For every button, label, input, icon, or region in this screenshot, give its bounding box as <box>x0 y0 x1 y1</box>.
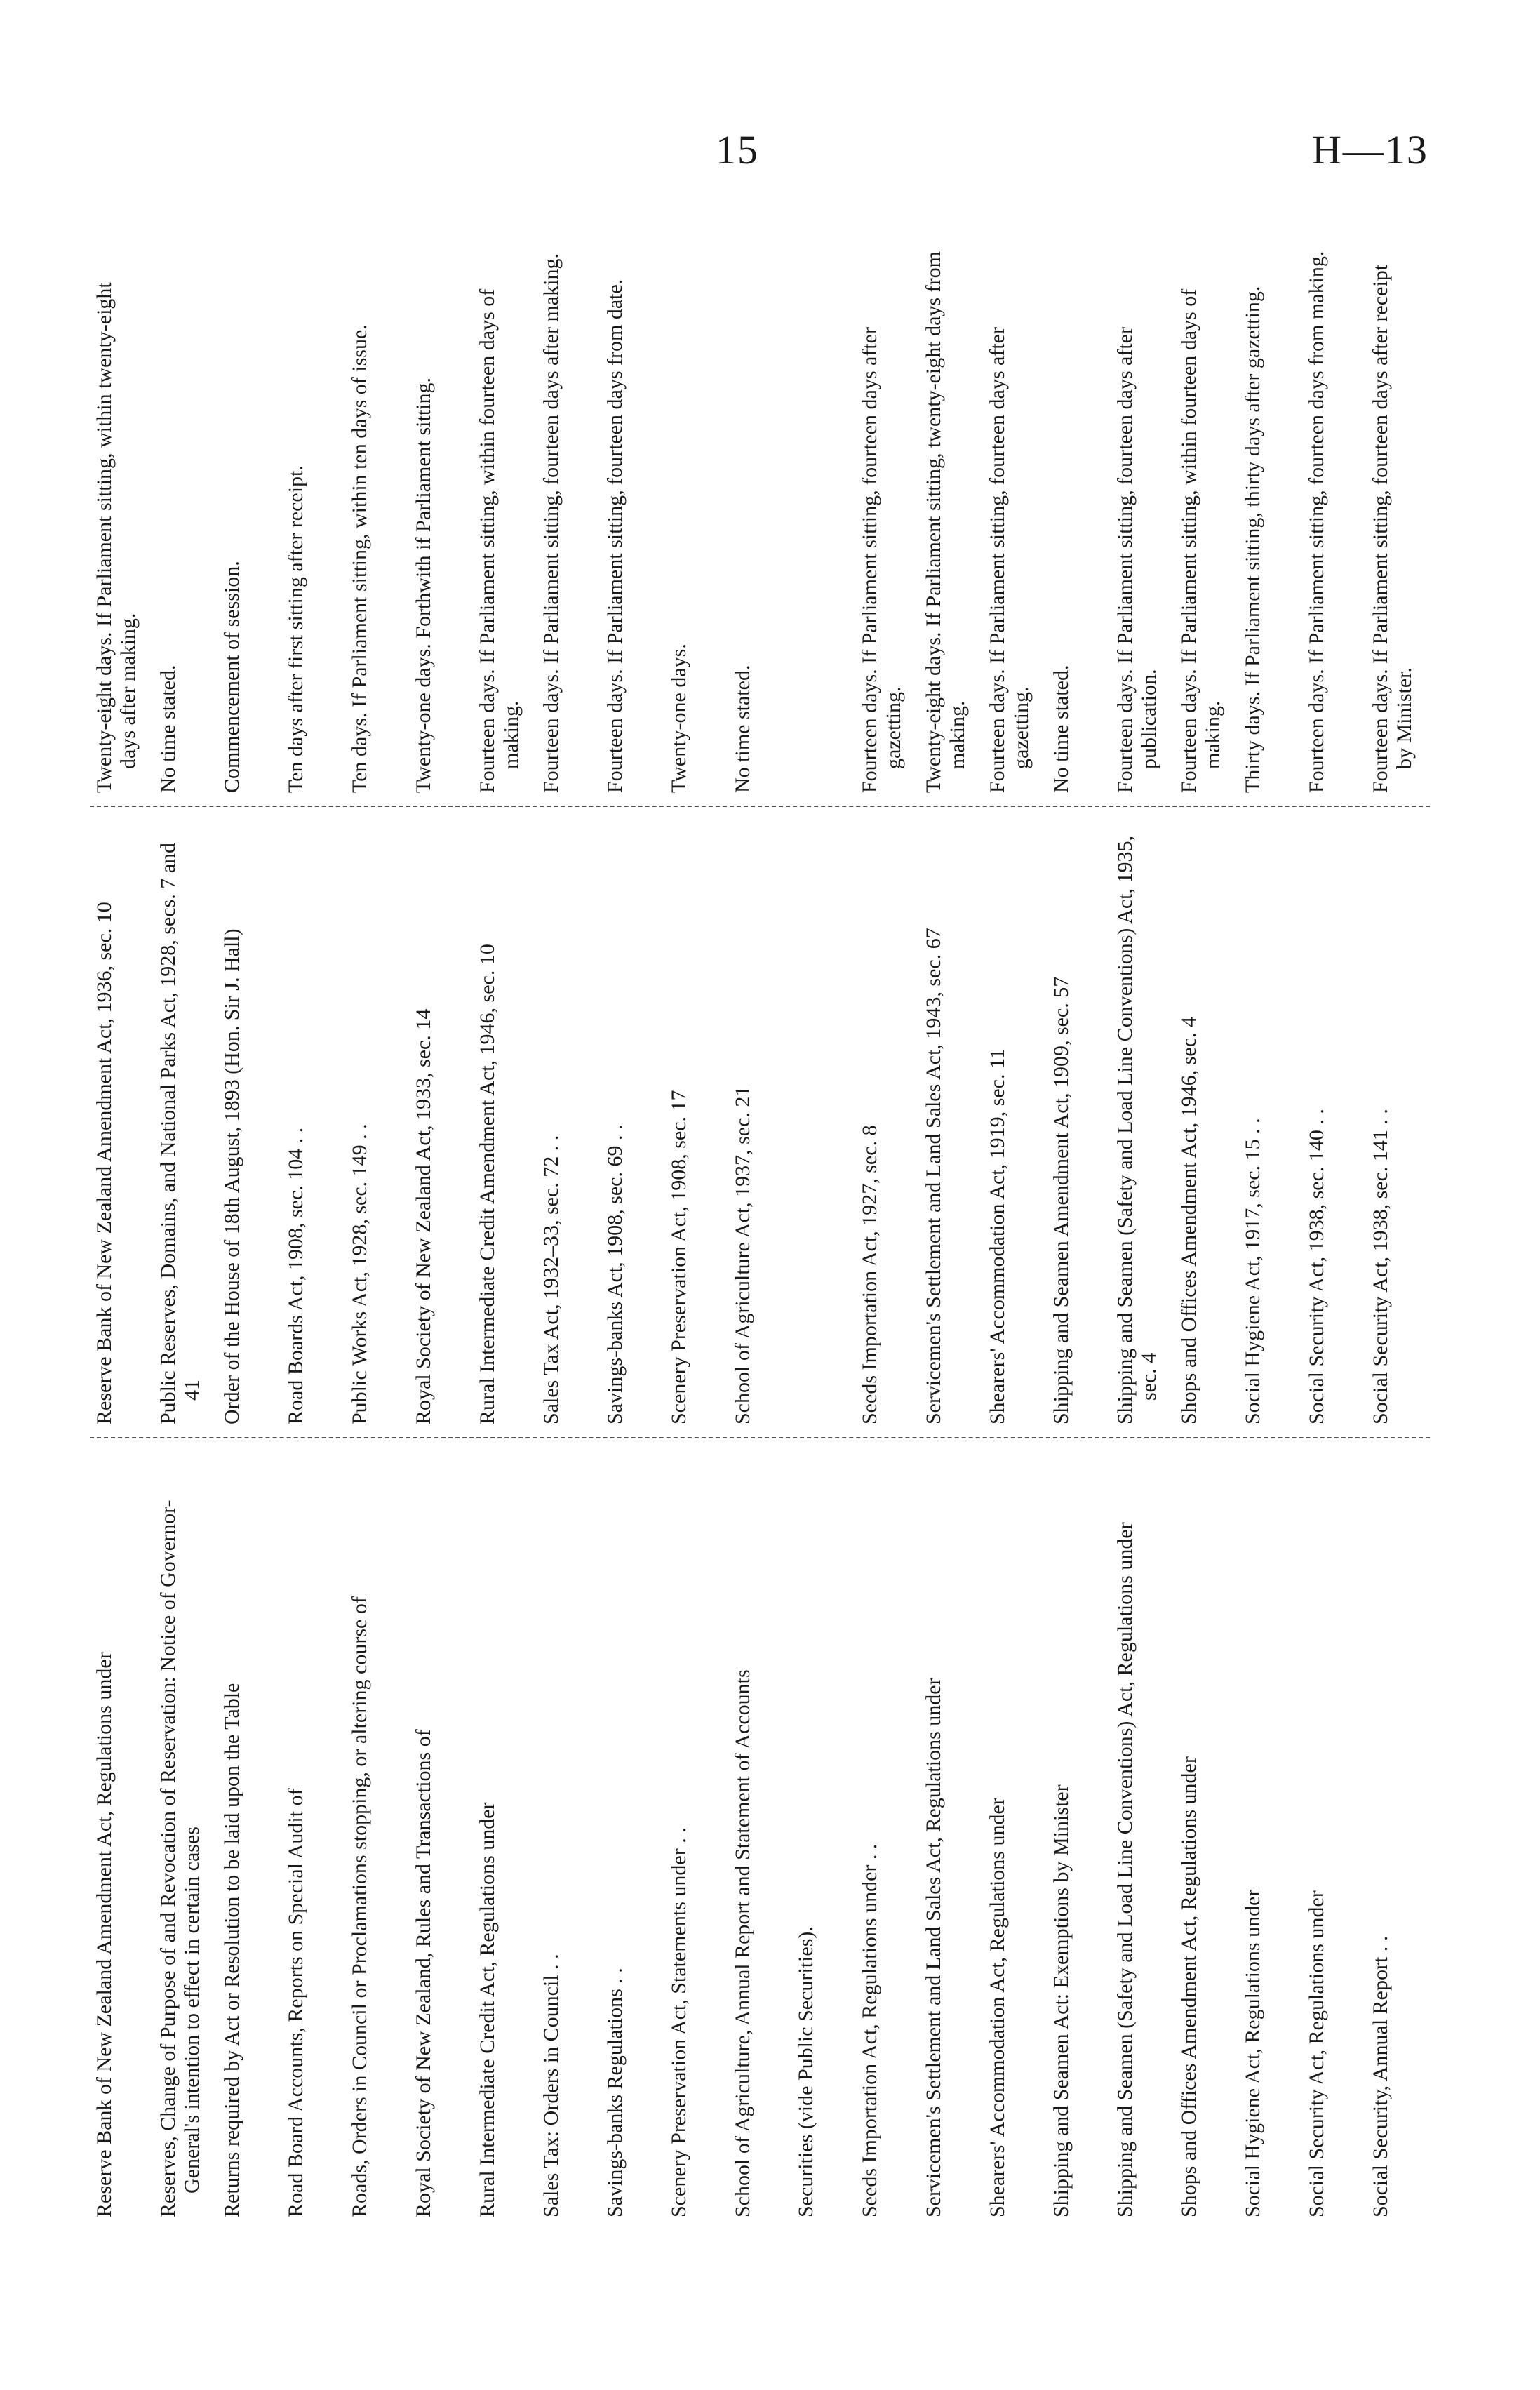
time-cell: Ten days. If Parliament sitting, within ten days of issue. <box>347 324 371 793</box>
authority-cell: Social Security Act, 1938, sec. 141 . . <box>1369 1109 1393 1424</box>
table-row <box>664 821 728 1424</box>
time-column <box>90 246 1430 793</box>
subject-cell: Shipping and Seamen (Safety and Load Line Conventions) Act, Regulations under <box>1113 1522 1137 2217</box>
authority-cell: Servicemen's Settlement and Land Sales Act, 1943, sec. 67 <box>922 928 946 1424</box>
time-cell: Fourteen days. If Parliament sitting, fourteen days after making. <box>539 253 563 793</box>
table-row <box>473 246 537 793</box>
time-cell: Fourteen days. If Parliament sitting, fourteen days from making. <box>1305 251 1329 793</box>
table-row <box>1302 1460 1366 2217</box>
table-row <box>1238 246 1302 793</box>
authority-cell: Shops and Offices Amendment Act, 1946, sec. 4 <box>1177 1016 1201 1424</box>
table-row <box>983 246 1047 793</box>
page-reference: H—13 <box>1312 127 1428 173</box>
table-row <box>537 1460 601 2217</box>
table-row <box>791 1460 855 2217</box>
authority-cell: Order of the House of 18th August, 1893 (Hon. Sir J. Hall) <box>220 928 243 1424</box>
time-cell: Ten days after first sitting after receipt. <box>283 465 307 793</box>
authority-cell: Reserve Bank of New Zealand Amendment Act, 1936, sec. 10 <box>93 902 116 1424</box>
table-row <box>1366 821 1430 1424</box>
subject-cell: Reserve Bank of New Zealand Amendment Act, Regulations under <box>93 1652 116 2217</box>
time-cell: Fourteen days. If Parliament sitting, fourteen days from date. <box>603 279 627 793</box>
table-row <box>1238 821 1302 1424</box>
time-cell: Fourteen days. If Parliament sitting, within fourteen days of making. <box>1177 288 1225 793</box>
table-row <box>1047 246 1111 793</box>
time-cell: Fourteen days. If Parliament sitting, fourteen days after gazetting. <box>986 327 1033 793</box>
subject-cell: Roads, Orders in Council or Proclamations stopping, or altering course of <box>347 1596 371 2217</box>
table-row <box>345 246 409 793</box>
time-cell: No time stated. <box>730 665 754 793</box>
table-row <box>1174 1460 1238 2217</box>
time-cell: Fourteen days. If Parliament sitting, fourteen days after gazetting. <box>858 327 906 793</box>
subject-cell: Sales Tax: Orders in Council . . <box>539 1954 563 2217</box>
authority-cell: Scenery Preservation Act, 1908, sec. 17 <box>667 1090 690 1424</box>
table-row <box>1174 821 1238 1424</box>
authority-cell: Seeds Importation Act, 1927, sec. 8 <box>858 1125 882 1424</box>
subject-cell: Social Security Act, Regulations under <box>1305 1890 1329 2217</box>
table-row <box>154 246 217 793</box>
subject-cell: Scenery Preservation Act, Statements under . . <box>667 1827 690 2217</box>
authority-column <box>90 821 1430 1424</box>
subject-cell: Rural Intermediate Credit Act, Regulations under <box>475 1802 499 2217</box>
table-row <box>154 821 217 1424</box>
table-row <box>90 246 154 793</box>
subject-cell: Shops and Offices Amendment Act, Regulations under <box>1177 1756 1201 2217</box>
column-divider <box>90 1437 1430 1438</box>
time-cell: Twenty-one days. Forthwith if Parliament sitting. <box>411 378 435 793</box>
table-row <box>1302 821 1366 1424</box>
column-divider <box>90 806 1430 807</box>
table-row <box>791 246 855 793</box>
table-row <box>473 1460 537 2217</box>
table-row <box>728 246 792 793</box>
table-row <box>409 821 473 1424</box>
subject-cell: Shipping and Seamen Act: Exemptions by Minister <box>1050 1784 1073 2217</box>
rotated-table <box>90 253 1430 2217</box>
subject-cell: Social Hygiene Act, Regulations under <box>1241 1889 1265 2217</box>
subject-cell: Road Board Accounts, Reports on Special Audit of <box>283 1788 307 2217</box>
authority-cell: School of Agriculture Act, 1937, sec. 21 <box>730 1086 754 1424</box>
table-row <box>345 1460 409 2217</box>
subject-cell: Returns required by Act or Resolution to be laid upon the Table <box>220 1683 243 2217</box>
time-cell: Fourteen days. If Parliament sitting, fourteen days after receipt by Minister. <box>1369 264 1417 793</box>
authority-cell: Shipping and Seamen Amendment Act, 1909, sec. 57 <box>1050 976 1073 1424</box>
table-row <box>1111 1460 1174 2217</box>
time-cell: No time stated. <box>156 665 180 793</box>
table-row <box>1047 1460 1111 2217</box>
time-cell: Commencement of session. <box>220 561 243 793</box>
subject-cell: School of Agriculture, Annual Report and Statement of Accounts <box>730 1669 754 2217</box>
time-cell: Fourteen days. If Parliament sitting, fourteen days after publication. <box>1113 327 1161 793</box>
table-row <box>1047 821 1111 1424</box>
table-row <box>281 1460 345 2217</box>
table-row <box>1238 1460 1302 2217</box>
subject-cell: Shearers' Accommodation Act, Regulations under <box>986 1798 1010 2217</box>
table-row <box>728 1460 792 2217</box>
authority-cell: Social Security Act, 1938, sec. 140 . . <box>1305 1109 1329 1424</box>
authority-cell: Royal Society of New Zealand Act, 1933, sec. 14 <box>411 1008 435 1424</box>
authority-cell: Public Works Act, 1928, sec. 149 . . <box>347 1123 371 1424</box>
table-row <box>409 246 473 793</box>
table-row <box>855 246 919 793</box>
authority-cell: Road Boards Act, 1908, sec. 104 . . <box>283 1127 307 1424</box>
table-row <box>473 821 537 1424</box>
table-row <box>1366 1460 1430 2217</box>
time-cell: Twenty-eight days. If Parliament sitting, twenty-eight days from making. <box>922 251 970 793</box>
table-row <box>983 821 1047 1424</box>
time-cell: Twenty-one days. <box>667 643 690 793</box>
subject-cell: Servicemen's Settlement and Land Sales Act, Regulations under <box>922 1678 946 2217</box>
table-row <box>601 1460 664 2217</box>
authority-cell: Rural Intermediate Credit Amendment Act, 1946, sec. 10 <box>475 944 499 1424</box>
subject-cell: Savings-banks Regulations . . <box>603 1968 627 2217</box>
table-row <box>983 1460 1047 2217</box>
subject-cell: Reserves, Change of Purpose of and Revocation of Reservation: Notice of Governor-General's intention to effect in certain cases <box>156 1500 203 2217</box>
subject-cell: Royal Society of New Zealand, Rules and Transactions of <box>411 1729 435 2217</box>
authority-cell: Shipping and Seamen (Safety and Load Line Conventions) Act, 1935, sec. 4 <box>1113 835 1161 1424</box>
table-row <box>281 821 345 1424</box>
table-row <box>1366 246 1430 793</box>
time-cell: No time stated. <box>1050 665 1073 793</box>
table-row <box>537 821 601 1424</box>
table-row <box>217 246 281 793</box>
authority-cell: Savings-banks Act, 1908, sec. 69 . . <box>603 1124 627 1424</box>
table-row <box>217 821 281 1424</box>
table-row <box>664 1460 728 2217</box>
authority-cell: Sales Tax Act, 1932–33, sec. 72 . . <box>539 1135 563 1424</box>
authority-cell: Social Hygiene Act, 1917, sec. 15 . . <box>1241 1118 1265 1424</box>
table-row <box>855 1460 919 2217</box>
table-row <box>217 1460 281 2217</box>
subject-cell: Social Security, Annual Report . . <box>1369 1935 1393 2217</box>
subject-cell: Securities (vide Public Securities). <box>794 1926 818 2217</box>
table-row <box>154 1460 217 2217</box>
subject-column <box>90 1460 1430 2217</box>
table-row <box>90 821 154 1424</box>
table-row <box>1111 246 1174 793</box>
table-row <box>601 246 664 793</box>
time-cell: Fourteen days. If Parliament sitting, within fourteen days of making. <box>475 288 523 793</box>
table-row <box>1174 246 1238 793</box>
table-row <box>281 246 345 793</box>
table-row <box>855 821 919 1424</box>
table-row <box>664 246 728 793</box>
time-cell: Thirty days. If Parliament sitting, thirty days after gazetting. <box>1241 286 1265 793</box>
table-row <box>1111 821 1174 1424</box>
authority-cell: Shearers' Accommodation Act, 1919, sec. 11 <box>986 1048 1010 1424</box>
table-row <box>919 246 983 793</box>
table-row <box>601 821 664 1424</box>
table-row <box>791 821 855 1424</box>
table-row <box>90 1460 154 2217</box>
table-row <box>409 1460 473 2217</box>
time-cell: Twenty-eight days. If Parliament sitting, within twenty-eight days after making. <box>93 282 140 793</box>
table-row <box>728 821 792 1424</box>
table-row <box>345 821 409 1424</box>
table-row <box>919 821 983 1424</box>
table-row <box>537 246 601 793</box>
table-row <box>919 1460 983 2217</box>
page-number: 15 <box>716 127 759 173</box>
table-row <box>1302 246 1366 793</box>
subject-cell: Seeds Importation Act, Regulations under . . <box>858 1843 882 2217</box>
authority-cell: Public Reserves, Domains, and National Parks Act, 1928, secs. 7 and 41 <box>156 842 203 1424</box>
